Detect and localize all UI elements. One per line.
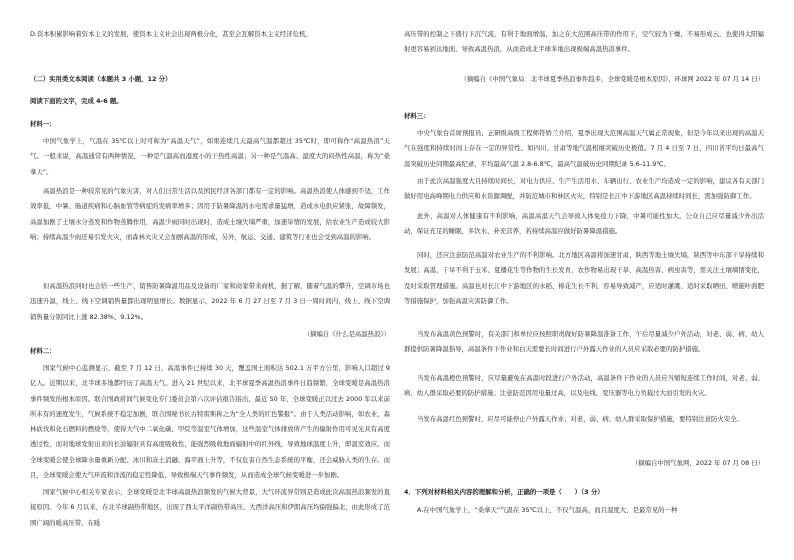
reading-instruction: 阅读下面的文字，完成 4-6 题。 xyxy=(30,97,123,105)
option-d-text: D.资本积累影响着资本主义的发展，使资本主义社会出现两极分化，甚至会瓦解资本主义经济危机。 xyxy=(30,30,312,38)
material-three-paragraph-7: 当发布高温红色预警时，应尽可能停止户外露天作业；对老、弱、病、幼人群采取保护措施，要特别注意防火安全。 xyxy=(417,415,743,423)
material-two-label: 材料二： xyxy=(30,347,56,355)
question-four: 4．下列对材料相关内容的理解和分析，正确的一项是（ ）（3 分） xyxy=(404,488,604,496)
material-two-paragraph-2: 国家气候中心相关专家表示，全球变暖是北半球高温热浪频发的气候大背景，大气环流异常则是造成此次高温热浪频发的直接原因。今年 6 月以来，在北半球副热带地区，出现了西太平洋副热带高压、大西洋高压和伊朗高压均偏强偏北，由此形成了范围广阔的暖高压带。在暖 xyxy=(30,488,390,527)
material-three-paragraph-1: 中央气象台首席预报员、正研级高级工程师符娇兰介绍，夏季出现大范围高温天气属正常现象，但是今年以来出现的高温天气在强度和持续时间上存在一定的异常性。如四川、甘肃等地气温相继突破历史极值。7 月 4 日至 7 日，四川省平均日最高气温突破历史同期最高纪录，平均最高气温 2.8-6.8℃，最高气温破历史同期纪录 5.6-11.9℃。 xyxy=(404,129,764,168)
material-two-source: （摘编自《中国气象局：北半球夏季热浪事件趋多，全球变暖是根本原因》，环球网 2022 年 07 月 14 日） xyxy=(460,75,764,83)
question-four-option-a: A.在中国气象学上，“桑拿天”气温在 35℃以上，不仅气温高，而且湿度大，是最常见的一种 xyxy=(417,506,678,514)
material-three-paragraph-3: 此外，高温对人体健康有不利影响，高温高湿天气会导致人体免疫力下降，中暑可能性加大。公众自己应尽量减少外出活动，保证充足的睡眠，多饮水，补充营养，若持续高温应做好防暑降温措施。 xyxy=(404,212,764,236)
material-one-label: 材料一： xyxy=(30,120,56,128)
material-three-paragraph-2: 由于此次高温强度大且持续时间长，对电力供应、生产生活用水、车辆出行、农业生产均造成一定的影响，建议各有关部门做好用电高峰期电力供应和水资源调配，并防范城市和林区火灾，特别是长江中下游地区高温持续时间长，需加强防御工作。 xyxy=(404,177,764,201)
section-heading: （二）实用类文本阅读（本题共 3 小题，12 分） xyxy=(30,75,172,83)
material-three-paragraph-5: 当发布高温黄色预警时，有关部门和单位应按照职责做好防暑降温准备工作，午后尽量减少户外活动，对老、弱、病、幼人群提供防暑降温指导，高温条件下作业和白天需要长时间进行户外露天作业的人员应采取必要的防护措施。 xyxy=(404,330,764,354)
material-three-source: （摘编自中国气象网，2022 年 07 月 08 日） xyxy=(631,459,764,467)
material-three-paragraph-6: 当发布高温橙色预警时，应尽量避免在高温时段进行户外活动，高温条件下作业的人员应当缩短连续工作时间，对老、弱、病、幼人群采取必要的防护措施；注意防范因用电量过高，以及电线、变压器等电力负载过大而引发的火灾。 xyxy=(404,374,764,398)
material-two-continuation: 高压带的控制之下盛行下沉气流，有利于地面增温，加之在大范围高压带的作用下，空气较为干燥，不易形成云，也使得太阳辐射更容易到达地面，导致高温热浪，从而造成北半球多地出现极端高温热浪事件。 xyxy=(404,30,764,54)
material-one-source: （摘编自《什么是高温热浪》） xyxy=(303,330,390,338)
material-three-paragraph-4: 同时，还应注意防范高温对农业生产的不利影响。北方地区高温将加速甘肃、陕西等地土壤失墒，陕西等中东部干旱持续和发展；高温、干旱不利于玉米、夏播花生等作物的生长发育，农作物易出现干旱、高温热害、病虫害等，需关注土壤墒情变化，及时采取管理措施。高温也对长江中下游地区的水稻、棉花生长不利，容易导致减产，应适时灌溉、适时采取晒田、喷施叶面肥等措施保护，加强高温灾害防御工作。 xyxy=(404,251,764,305)
material-two-paragraph-1: 国家气候中心监测显示，截至 7 月 12 日，高温事件已持续 30 天，覆盖国土面积达 502.1 万平方公里，影响人口超过 9 亿人。近期以来，北半球多地都经历了高温天气。进入 21 世纪以来，北半球夏季高温热浪事件日趋频繁，全球变暖是高温热浪事件频发的根本原因。联合国政府间气候变化专门委员会第六次评估报告指出，最近 50 年，全球变暖正以过去 2000 年以来前所未有的速度发生，气候系统不稳定加剧，联合国秘书长古特雷斯称之为“全人类的红色警报”。由于人类活动影响，如农业、森林砍伐和化石燃料的燃烧等，使得大气中二氧化碳、甲烷等温室气体增加，这些温室气体排放所产生的辐射作用可见光具有高度透过性，而对地球发射出来的长波辐射具有高度吸收性，能强烈吸收地面辐射中的红外线，导致地球温度上升，即温室效应。而全球变暖会使全球降水量重新分配、冰川和冻土消融、海平面上升等，不仅危害自然生态系统的平衡，还会威胁人类的生存。而且，全球变暖会使大气环流和洋流的稳定性降低，导致极端天气事件频发，从而造成全球气候变暖进一步加剧。 xyxy=(30,364,390,480)
material-three-label: 材料三： xyxy=(404,112,430,120)
material-one-paragraph-3: 但高温热浪同时也会给一些生产、销售防暑降温用品及设备的厂家和商家带来商机，据了解，随着气温的攀升，空调市场也迅速升温，线上、线下空调销售量都出现明显增长。数据显示，2022 年 6 月 27 日至 7 月 3 日一周时间内，线上、线下空调销售量分别同比上涨 82.38%、9.12%。 xyxy=(30,282,390,321)
material-one-paragraph-2: 高温热浪是一种较常见的气象灾害，对人们日常生活以及国民经济各部门都有一定的影响。高温热浪使人体感到不适，工作效率低，中暑、肠道疾病和心脑血管等病症的发病率增多；因用于防暑降温的水电需求量猛增，造成水电供应紧张，故障频发，高温加剧了土壤水分蒸发和作物蒸腾作用，高温少雨同时出现时，造成土壤失墒严重，加速旱情的发展，给农业生产造成较大影响；持续高温少雨还易引发火灾，而森林火灾又会加剧高温的形成，另外，航运、交通、建筑等行业也会受到高温的影响。 xyxy=(30,187,390,241)
material-one-paragraph-1: 中国气象学上，气温在 35℃以上时可称为“高温天气”，如果连续几天最高气温都超过 35℃时，即可称作“高温热浪”天气。一般来说，高温通常有两种情况，一种是气温高而湿度小的干热性高温；另一种是气温高、湿度大的闷热性高温，称为“桑拿天”。 xyxy=(30,137,390,176)
